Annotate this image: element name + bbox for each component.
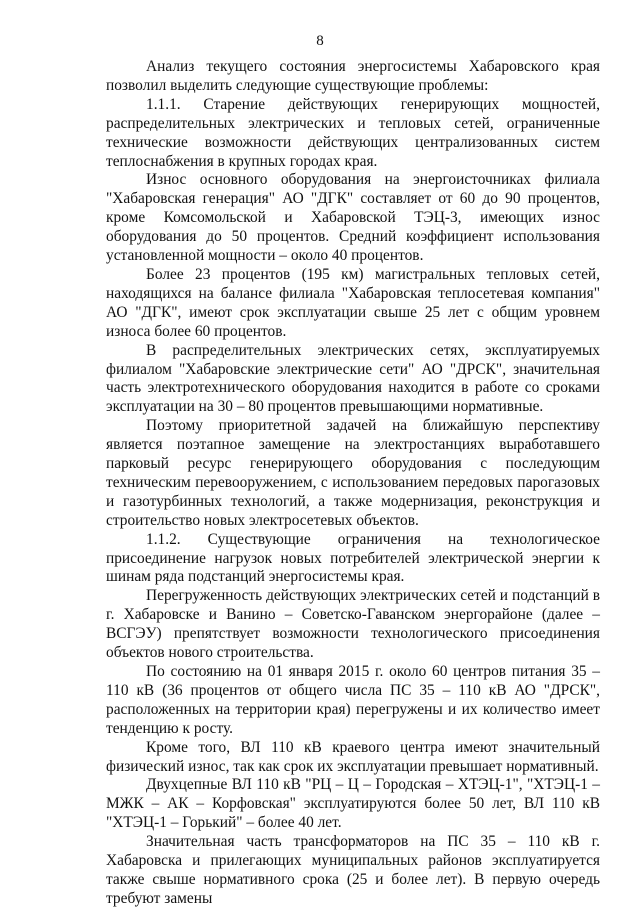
page-number: 8 bbox=[316, 33, 324, 49]
paragraph-intro: Анализ текущего состояния энергосистемы Хабаровского края позволил выделить следующие существующие проблемы: bbox=[106, 58, 600, 94]
paragraph-generation-wear: Износ основного оборудования на энергоисточниках филиала "Хабаровская генерация" АО "ДГК" составляет от 60 до 90 процентов, кроме Комсомольской и Хабаровской ТЭЦ-3, имеющих износ оборудования до 50 процентов. Средний коэффициент использования установленной мощности – около 40 процентов. bbox=[106, 171, 600, 265]
paragraph-priority-task: Поэтому приоритетной задачей на ближайшую перспективу является поэтапное замещение на электростанциях выработавшего парковый ресурс генерирующего оборудования с последующим техническим перевооружением, с использованием передовых парогазовых и газотурбинных технологий, а также модернизация, реконструкция и строительство новых электросетевых объектов. bbox=[106, 417, 600, 529]
paragraph-1-1-1-heading: 1.1.1. Старение действующих генерирующих мощностей, распределительных электрических и тепловых сетей, ограниченные технические возможности действующих централизованных систем теплоснабжения в крупных городах края. bbox=[106, 95, 600, 170]
paragraph-heat-networks: Более 23 процентов (195 км) магистральных тепловых сетей, находящихся на балансе филиала "Хабаровская теплосетевая компания" АО "ДГК", имеют срок эксплуатации свыше 25 лет с общим уровнем износа более 60 процентов. bbox=[106, 265, 600, 340]
paragraph-1-1-2-heading: 1.1.2. Существующие ограничения на технологическое присоединение нагрузок новых потребителей электрической энергии к шинам ряда подстанций энергосистемы края. bbox=[106, 530, 600, 586]
paragraph-overload: Перегруженность действующих электрических сетей и подстанций в г. Хабаровске и Ванино – Советско-Гаванском энергорайоне (далее – ВСГЭУ) препятствует возможности технологического присоединения объектов нового строительства. bbox=[106, 587, 600, 662]
paragraph-lines-wear: Кроме того, ВЛ 110 кВ краевого центра имеют значительный физический износ, так как срок их эксплуатации превышает нормативный. bbox=[106, 738, 600, 775]
paragraph-double-circuit-lines: Двухцепные ВЛ 110 кВ "РЦ – Ц – Городская – ХТЭЦ-1", "ХТЭЦ-1 – МЖК – АК – Корфовская" эксплуатируются более 50 лет, ВЛ 110 кВ "ХТЭЦ-1 – Горький" – более 40 лет. bbox=[106, 776, 600, 832]
paragraph-status-2015: По состоянию на 01 января 2015 г. около 60 центров питания 35 – 110 кВ (36 процентов от общего числа ПС 35 – 110 кВ АО "ДРСК", расположенных на территории края) перегружены и их количество имеет тенденцию к росту. bbox=[106, 663, 600, 737]
paragraph-transformers: Значительная часть трансформаторов на ПС 35 – 110 кВ г. Хабаровска и прилегающих муниципальных районов эксплуатируется также свыше нормативного срока (25 и более лет). В первую очередь требуют замены bbox=[106, 833, 600, 907]
paragraph-distribution-networks: В распределительных электрических сетях, эксплуатируемых филиалом "Хабаровские электрические сети" АО "ДРСК", значительная часть электротехнического оборудования находится в работе со сроками эксплуатации на 30 – 80 процентов превышающими нормативные. bbox=[106, 341, 600, 416]
